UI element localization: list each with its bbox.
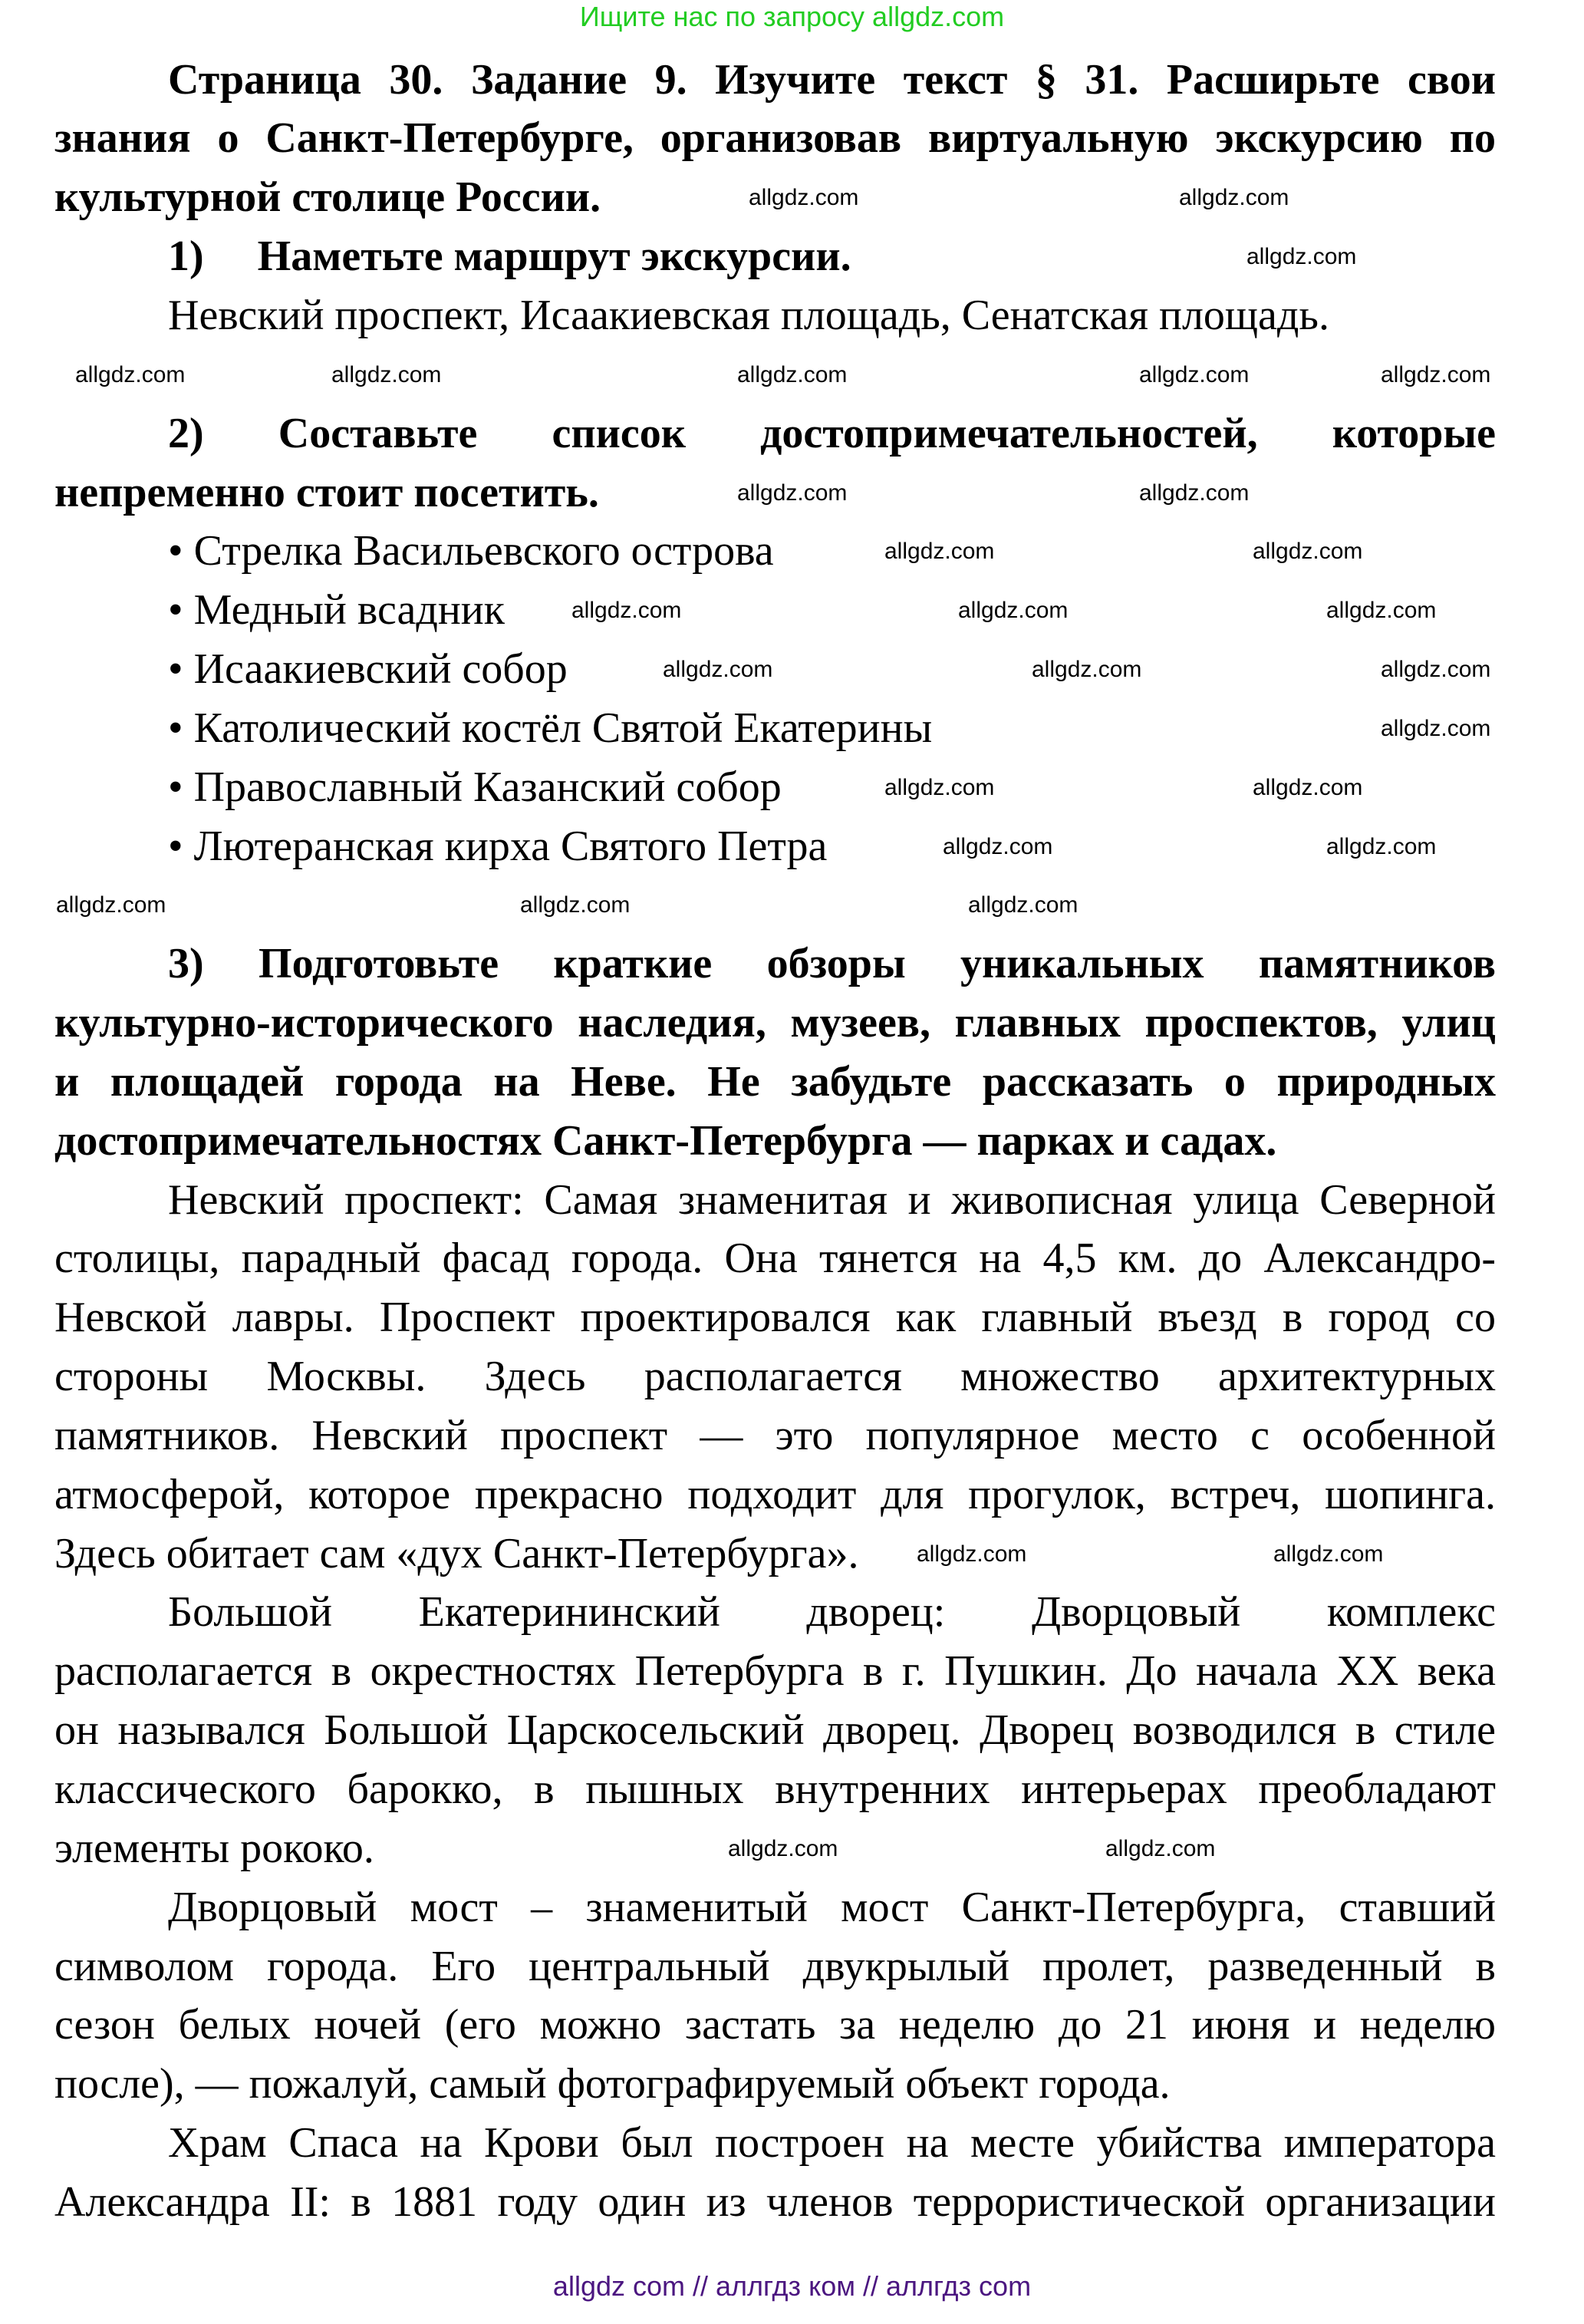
answer-text-line: Невский проспект, Исаакиевская площадь, Сенатская площадь. (168, 292, 1329, 339)
watermark: allgdz.com (1273, 1541, 1384, 1567)
answer-text-line: памятников. Невский проспект — это популярное место с особенной (54, 1412, 1496, 1459)
answer-text-line: • Католический костёл Святой Екатерины (168, 704, 933, 752)
answer-text-line: располагается в окрестностях Петербурга в г. Пушкин. До начала XX века (54, 1647, 1496, 1695)
watermark: allgdz.com (1179, 185, 1289, 210)
answer-text-line: • Православный Казанский собор (168, 763, 782, 811)
answer-text-line: Невской лавры. Проспект проектировался как главный въезд в город со (54, 1294, 1496, 1341)
answer-text-line: элементы рококо. (54, 1825, 374, 1872)
answer-text-line: атмосферой, которое прекрасно подходит для прогулок, встреч, шопинга. (54, 1471, 1496, 1518)
watermark: allgdz.com (1381, 362, 1491, 387)
answer-text-line: Александра II: в 1881 году один из членов террористической организации (54, 2178, 1496, 2226)
answer-text-line: он назывался Большой Царскосельский дворец. Дворец возводился в стиле (54, 1706, 1496, 1754)
answer-text-line: символом города. Его центральный двукрылый пролет, разведенный в (54, 1943, 1496, 1990)
answer-text-line: Большой Екатерининский дворец: Дворцовый комплекс (168, 1588, 1496, 1636)
footer-banner: allgdz com // аллгдз ком // аллгдз com (552, 2270, 1032, 2302)
watermark: allgdz.com (943, 834, 1053, 859)
answer-text-line: стороны Москвы. Здесь располагается множество архитектурных (54, 1353, 1496, 1400)
watermark: allgdz.com (917, 1541, 1027, 1567)
answer-text-line: Невский проспект: Самая знаменитая и живописная улица Северной (168, 1176, 1496, 1224)
watermark: allgdz.com (884, 539, 995, 564)
watermark: allgdz.com (331, 362, 442, 387)
answer-text-line: Здесь обитает сам «дух Санкт-Петербурга». (54, 1530, 859, 1577)
task-text-line: 2) Составьте список достопримечательностей, которые (168, 410, 1496, 457)
answer-text-line: • Лютеранская кирха Святого Петра (168, 822, 828, 870)
task-text-line: достопримечательностях Санкт-Петербурга — парках и садах. (54, 1117, 1277, 1165)
watermark: allgdz.com (56, 892, 166, 918)
watermark: allgdz.com (663, 657, 773, 682)
watermark: allgdz.com (1105, 1836, 1216, 1861)
task-text-line: и площадей города на Неве. Не забудьте рассказать о природных (54, 1058, 1496, 1106)
watermark: allgdz.com (737, 362, 848, 387)
watermark: allgdz.com (571, 598, 682, 623)
watermark: allgdz.com (1326, 834, 1437, 859)
watermark: allgdz.com (1032, 657, 1142, 682)
answer-text-line: • Медный всадник (168, 586, 505, 634)
answer-text-line: • Стрелка Васильевского острова (168, 527, 774, 575)
answer-text-line: Храм Спаса на Крови был построен на месте убийства императора (168, 2119, 1496, 2167)
task-text-line: непременно стоит посетить. (54, 469, 599, 516)
watermark: allgdz.com (1381, 657, 1491, 682)
watermark: allgdz.com (520, 892, 631, 918)
search-banner: Ищите нас по запросу allgdz.com (579, 1, 1005, 32)
watermark: allgdz.com (1381, 716, 1491, 741)
task-text-line: культурно-исторического наследия, музеев, главных проспектов, улиц (54, 999, 1496, 1047)
task-text-line: знания о Санкт-Петербурге, организовав виртуальную экскурсию по (54, 114, 1496, 162)
watermark: allgdz.com (884, 775, 995, 800)
watermark: allgdz.com (749, 185, 859, 210)
watermark: allgdz.com (1139, 362, 1250, 387)
watermark: allgdz.com (1253, 775, 1363, 800)
watermark: allgdz.com (958, 598, 1069, 623)
answer-text-line: после), — пожалуй, самый фотографируемый объект города. (54, 2060, 1171, 2108)
answer-text-line: • Исаакиевский собор (168, 645, 568, 693)
watermark: allgdz.com (728, 1836, 838, 1861)
task-text-line: культурной столице России. (54, 173, 601, 221)
watermark: allgdz.com (1253, 539, 1363, 564)
task-text-line: 1) Наметьте маршрут экскурсии. (168, 232, 851, 280)
watermark: allgdz.com (968, 892, 1079, 918)
answer-text-line: сезон белых ночей (его можно застать за неделю до 21 июня и неделю (54, 2001, 1496, 2049)
task-text-line: 3) Подготовьте краткие обзоры уникальных памятников (168, 940, 1496, 987)
watermark: allgdz.com (1139, 480, 1250, 506)
answer-text-line: Дворцовый мост – знаменитый мост Санкт-Петербурга, ставший (168, 1884, 1496, 1931)
task-text-line: Страница 30. Задание 9. Изучите текст § 31. Расширьте свои (168, 56, 1496, 104)
watermark: allgdz.com (1246, 244, 1357, 269)
watermark: allgdz.com (737, 480, 848, 506)
answer-text-line: классического барокко, в пышных внутренних интерьерах преобладают (54, 1765, 1496, 1813)
watermark: allgdz.com (1326, 598, 1437, 623)
answer-text-line: столицы, парадный фасад города. Она тянется на 4,5 км. до Александро- (54, 1235, 1496, 1282)
watermark: allgdz.com (75, 362, 186, 387)
